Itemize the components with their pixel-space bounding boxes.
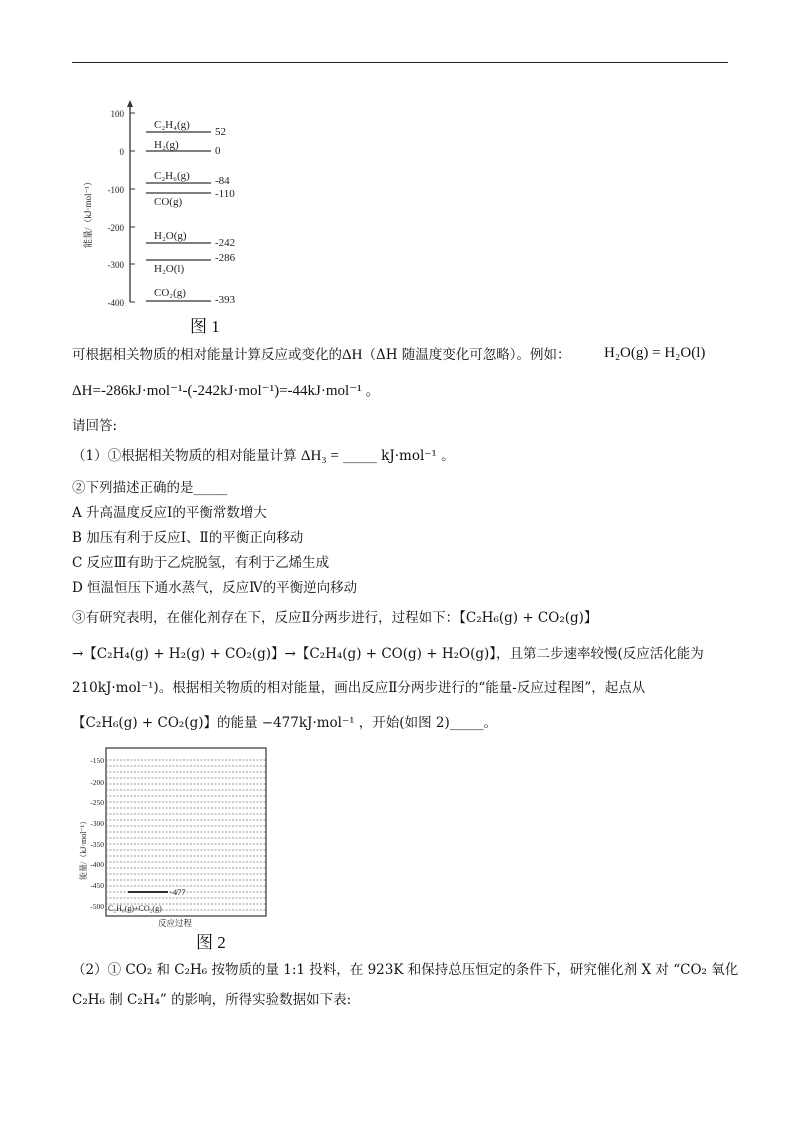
intro-line-1 [72,345,571,365]
fig2-ytick: -300 [90,819,104,828]
fig1-ytick: -100 [107,185,124,195]
question-2-line-1: （2）① CO₂ 和 C₂H₆ 按物质的量 1:1 投料，在 923K 和保持总压恒定的条件下，研究催化剂 X 对 “CO₂ 氧化 [72,962,739,978]
figure-1-chart [78,98,278,338]
fig1-value: -84 [215,175,230,187]
fig2-xlabel: 反应过程 [158,918,193,928]
question-1c-line-4: 【C₂H₆(g) + CO₂(g)】的能量 −477kJ·mol⁻¹ ，开始(如图 2)_____。 [72,715,497,731]
fig1-ytick: 100 [110,109,124,119]
delta-h: ΔH [342,347,363,363]
figure-1-caption: 图 1 [190,317,220,336]
fig1-value: -242 [215,237,236,249]
fig1-species: CO(g) [154,196,183,208]
fig2-gridlines [106,760,266,910]
fig1-species: C₂H₆(g) [154,170,190,182]
question-1c-line-3: 210kJ·mol⁻¹)。根据相关物质的相对能量，画出反应Ⅱ分两步进行的“能量-反应过程图”，起点从 [72,680,646,696]
question-1c-line-2: →【C₂H₄(g) + H₂(g) + CO₂(g)】→【C₂H₄(g) + CO(g) + H₂O(g)】，且第二步速率较慢(反应活化能为 [72,646,704,662]
fig1-ylabel: 能量/（kJ·mol⁻¹） [83,177,93,248]
fig1-species: H₂O(l) [154,263,185,275]
fig1-value: -393 [215,294,236,306]
q1a-math: ΔH₃ = [300,448,339,464]
fig2-ytick: -400 [90,860,104,869]
fig2-ytick: -450 [90,881,104,890]
fig1-value: -110 [215,188,235,200]
fig2-ytick: -250 [90,798,104,807]
fig1-ytick: 0 [119,147,124,157]
option-a: A 升高温度反应Ⅰ的平衡常数增大 [72,505,267,521]
figure-1 [78,98,278,338]
figure-2 [78,740,278,945]
option-b: B 加压有利于反应Ⅰ、Ⅱ的平衡正向移动 [72,530,304,546]
question-1c-line-1: ③有研究表明，在催化剂存在下，反应Ⅱ分两步进行，过程如下：【C₂H₆(g) + CO₂(g)】 [72,610,598,626]
fig2-ytick: -150 [90,756,104,765]
fig1-axis-arrow-icon [127,100,133,107]
question-1a [72,446,455,466]
fig1-species: C₂H₄(g) [154,119,190,131]
fig2-start-label: C₂H₆(g)+CO₂(g) [108,904,162,913]
fig2-ylabel: 能量/（kJ·mol⁻¹） [79,816,88,880]
fig1-value: 52 [215,126,226,138]
intro-text: 可根据相关物质的相对能量计算反应或变化的 [72,347,342,363]
fig1-ticks [130,113,135,302]
fig1-value: -286 [215,252,236,264]
intro-equation: H₂O(g) = H₂O(l) [604,345,706,361]
fig1-value: 0 [215,145,221,157]
fig2-ytick: -200 [90,778,104,787]
top-rule [72,62,728,63]
q1a-blank: _____ kJ·mol⁻¹ 。 [343,448,455,464]
q1a-text: （1）①根据相关物质的相对能量计算 [72,448,297,464]
fig2-ytick: -350 [90,840,104,849]
question-2-line-2: C₂H₆ 制 C₂H₄” 的影响，所得实验数据如下表: [72,992,352,1008]
intro-line-2: ΔH=-286kJ·mol⁻¹-(-242kJ·mol⁻¹)=-44kJ·mol⁻¹ 。 [72,383,381,399]
option-c: C 反应Ⅲ有助于乙烷脱氢，有利于乙烯生成 [72,555,330,571]
question-1b: ②下列描述正确的是_____ [72,480,228,496]
fig2-frame [106,748,266,916]
option-d: D 恒温恒压下通水蒸气，反应Ⅳ的平衡逆向移动 [72,580,358,596]
intro-paren: （ΔH 随温度变化可忽略）。例如： [362,347,571,363]
figure-2-chart [78,740,278,945]
figure-2-caption: 图 2 [196,933,226,952]
fig1-species: H₂(g) [154,139,179,151]
fig1-ytick: -400 [107,298,124,308]
fig1-ytick: -300 [107,260,124,270]
ask-heading: 请回答: [72,418,118,434]
fig2-start-value: -477 [170,887,186,897]
fig2-ytick: -500 [90,902,104,911]
fig1-species: H₂O(g) [154,230,187,242]
fig1-ytick: -200 [107,223,124,233]
fig1-species: CO₂(g) [154,287,186,299]
